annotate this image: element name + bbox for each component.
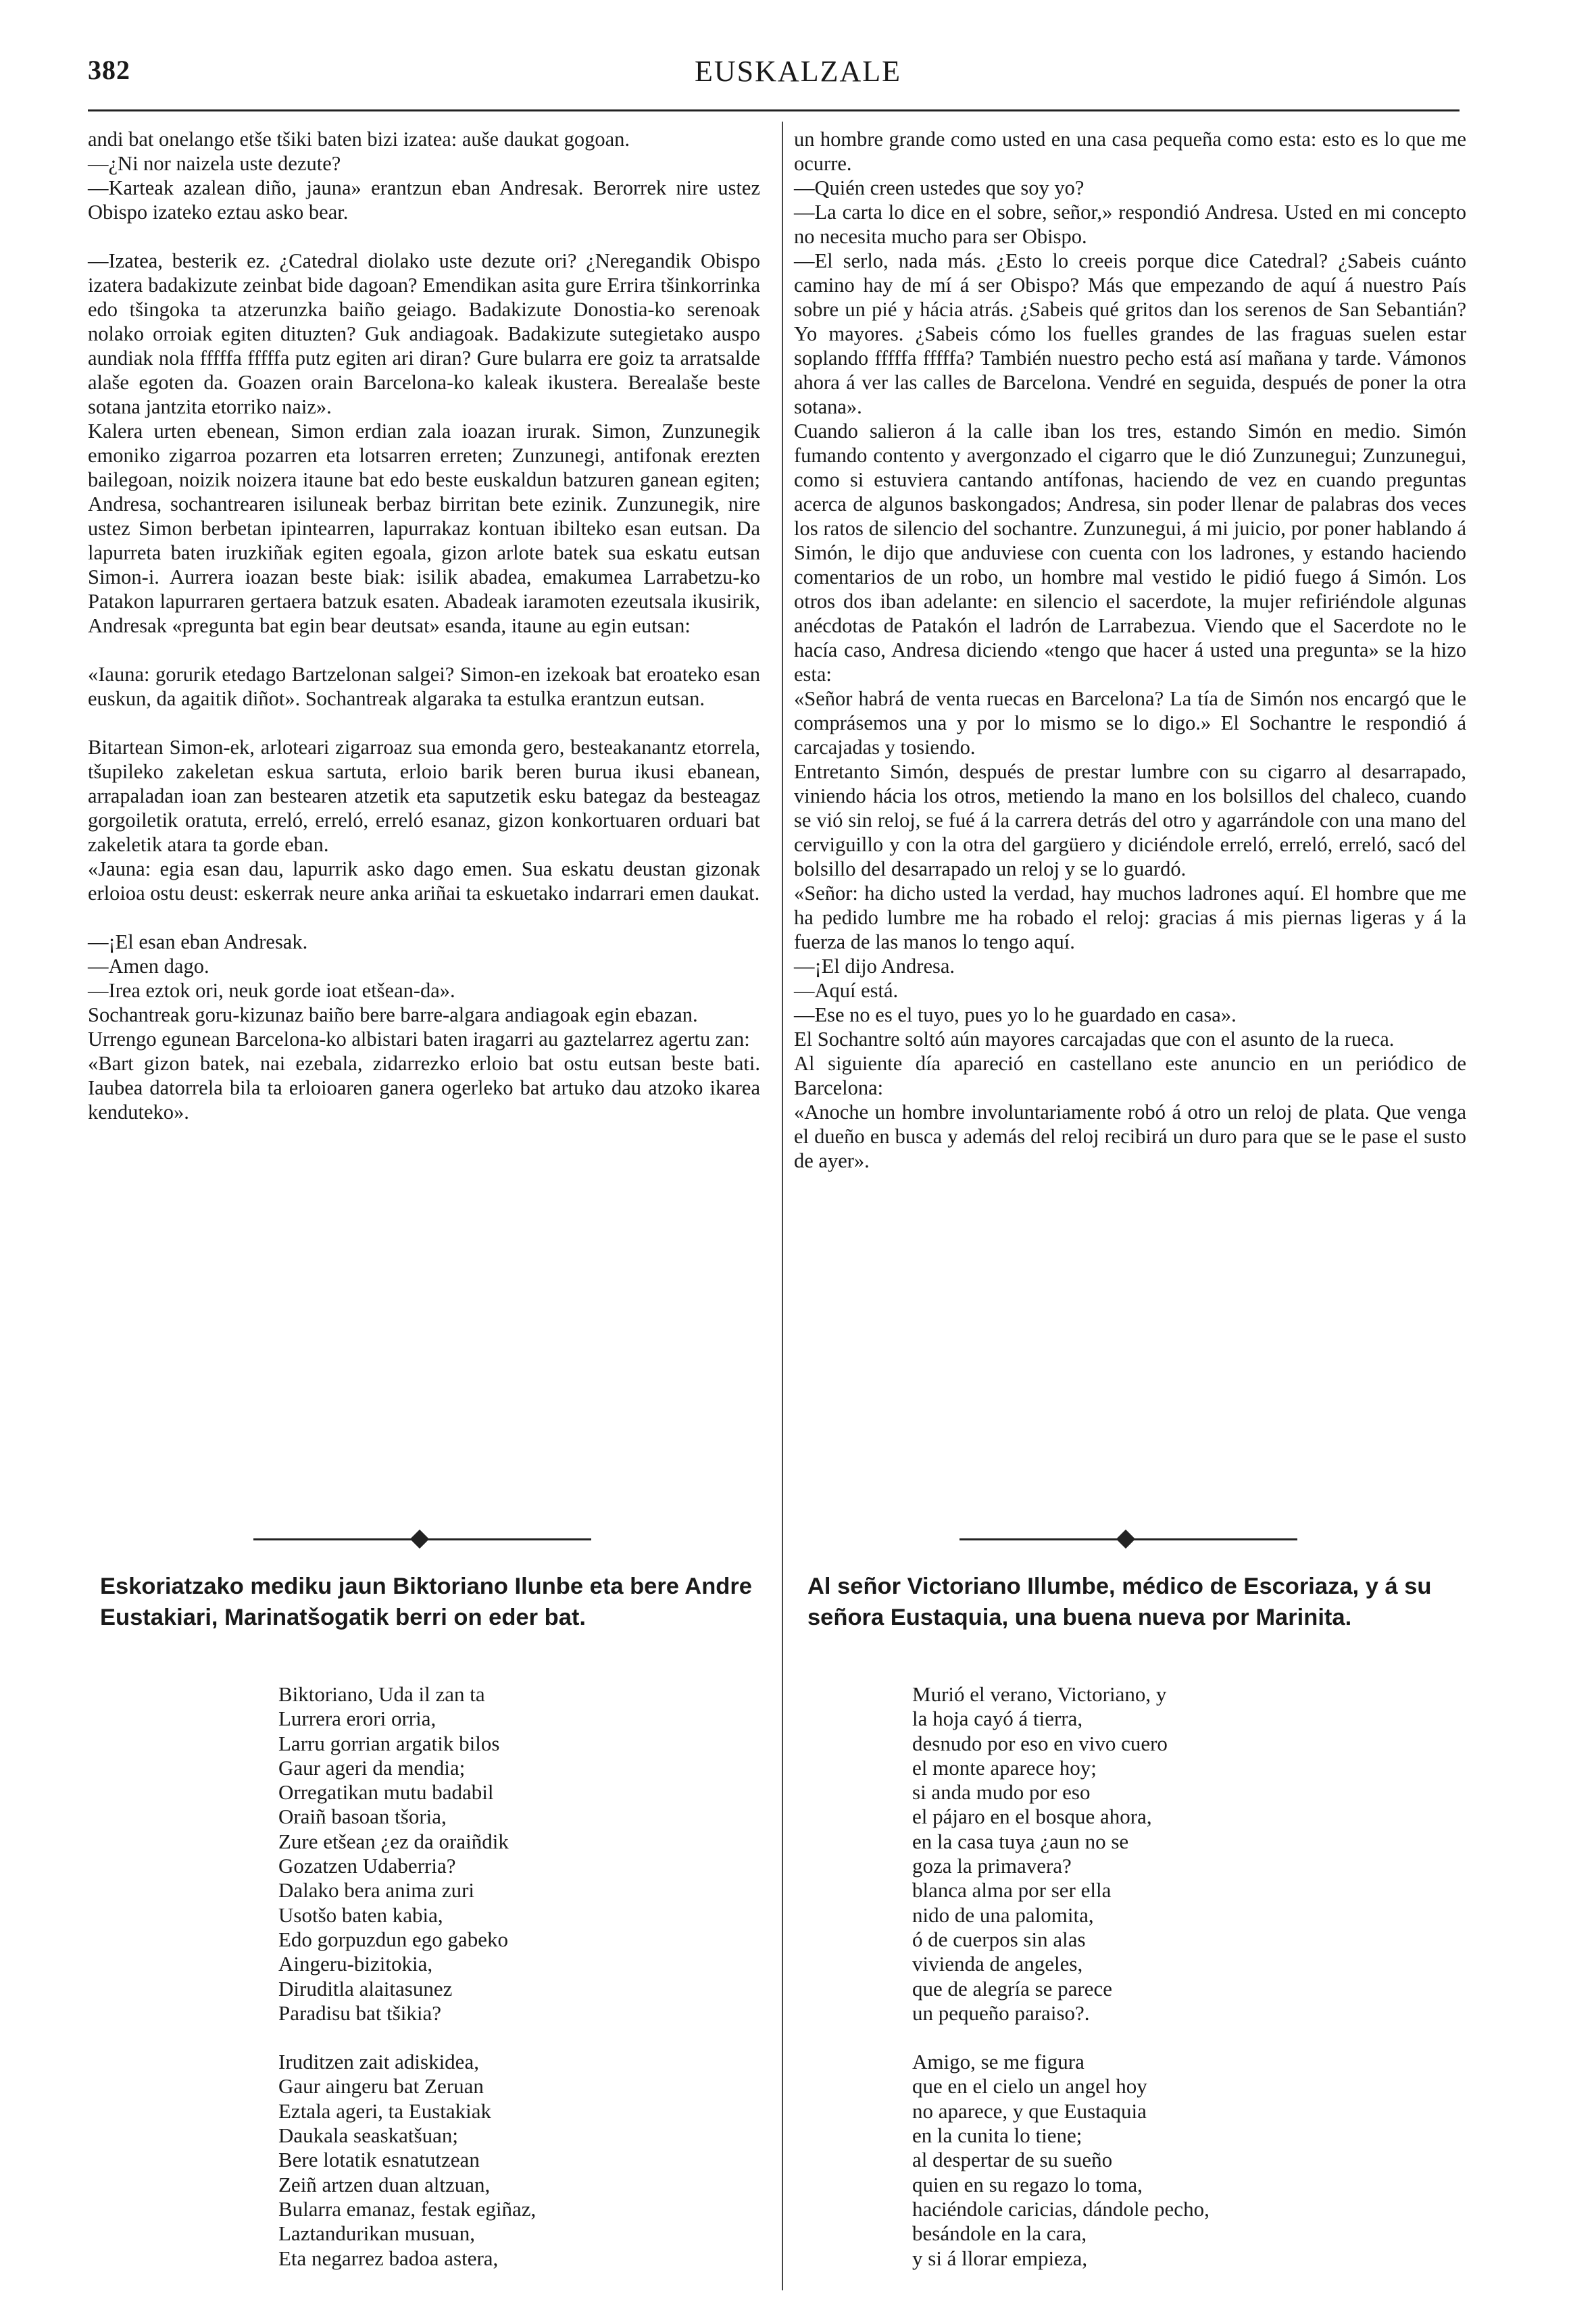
left-column-prose — [88, 127, 760, 1124]
paragraph: —¿Ni nor naizela uste dezute? — [88, 152, 341, 175]
verse: Zure etšean ¿ez da oraiñdik — [278, 1829, 509, 1853]
paragraph: un hombre grande como usted en una casa pequeña como esta: esto es lo que me ocurre. — [794, 128, 1466, 175]
verse: Larru gorrian argatik bilos — [278, 1731, 500, 1755]
verse: Biktoriano, Uda il zan ta — [278, 1682, 485, 1706]
poem-title-spanish: Al señor Victoriano Illumbe, médico de Escoriaza, y á su señora Eustaquia, una buena nueva por Marinita. — [807, 1574, 1432, 1630]
paragraph: —Amen dago. — [88, 955, 209, 978]
verse: el pájaro en el bosque ahora, — [912, 1805, 1152, 1829]
verse: Lurrera erori orria, — [278, 1707, 437, 1731]
verse: Diruditla alaitasunez — [278, 1976, 453, 2001]
verse: Bere lotatik esnatutzean — [278, 2148, 480, 2172]
verse: Bularra emanaz, festak egiñaz, — [278, 2196, 537, 2221]
verse: en la casa tuya ¿aun no se — [912, 1829, 1129, 1853]
paragraph: Kalera urten ebenean, Simon erdian zala ioazan irurak. Simon, Zunzunegik emoniko zigarroa pozarren eta lotsarren erreten; Zunzunegi, antifonak erezten bailegoan, noizik noizera itaune bat edo beste euskaldun batzuren ganean egiten; Andresa, sochantrearen isiluneak berbaz birritan bete ezinik. Zunzunegik, nire ustez Simon berbetan ipintearren, lapurrakaz kontuan ibilteko esan eutsan. Da lapurreta baten iruzkiñak egiten egoala, gizon arlote batek sua eskatu eutsan Simon-i. Aurrera ioazan beste biak: isilik abadea, emakumea Larrabetzu-ko Patakon lapurraren gertaera batzuk esaten. Abadeak iaramoten ezeutsala ikusirik, Andresak «pregunta bat egin bear deutsat» esanda, itaune au egin eutsan: — [88, 420, 760, 637]
stanza — [912, 2050, 1426, 2271]
section-ornament — [253, 1532, 591, 1546]
verse: Usotšo baten kabia, — [278, 1903, 443, 1927]
verse: quien en su regazo lo toma, — [912, 2172, 1143, 2196]
stanza — [278, 2050, 751, 2271]
header-rule — [88, 109, 1460, 111]
verse: nido de una palomita, — [912, 1903, 1094, 1927]
paragraph: Entretanto Simón, después de prestar lumbre con su cigarro al desarrapado, viniendo hácia los otros, metiendo la mano en los bolsillos del chaleco, cuando se vió sin reloj, se fué á la carrera detrás del otro y agarrándole con una mano del cerviguillo y con la otra del gargüero y diciéndole erreló, erreló, erreló, sacó del bolsillo del desarrapado un reloj y se lo guardó. — [794, 760, 1466, 880]
verse: un pequeño paraiso?. — [912, 2001, 1090, 2025]
paragraph: —Izatea, besterik ez. ¿Catedral diolako uste dezute ori? ¿Neregandik Obispo izatera badakizute zeinbat bide dagoan? Emendikan asita gure Errira tšinkorrinka edo tšingoka ta atzerunzka baiño geiago. Badakizute Donostia-ko serenoak nolako orroiak egiten dituzten? Guk andiagoak. Badakizute sutegietako auspo aundiak nola fffffa fffffa putz egiten ari diran? Gure bularra ere goiz ta arratsalde alaše egoten da. Goazen orain Barcelona-ko kaleak ikustera. Berealaše beste sotana jantzita etorriko naiz». — [88, 249, 760, 418]
paragraph: Al siguiente día apareció en castellano este anuncio en un periódico de Barcelona: — [794, 1052, 1466, 1099]
stanza — [278, 1682, 751, 2026]
verse: Amigo, se me figura — [912, 2050, 1084, 2074]
verse: desnudo por eso en vivo cuero — [912, 1731, 1168, 1755]
verse: en la cunita lo tiene; — [912, 2123, 1082, 2148]
paragraph: «Jauna: egia esan dau, lapurrik asko dago emen. Sua eskatu deustan gizonak erloioa ostu deust: eskerrak neure anka ariñai ta eskuetako indarrari emen daukat. — [88, 857, 760, 905]
verse: Murió el verano, Victoriano, y — [912, 1682, 1167, 1706]
verse: Daukala seaskatšuan; — [278, 2123, 458, 2148]
paragraph: —Karteak azalean diño, jauna» erantzun eban Andresak. Berorrek nire ustez Obispo izateko eztau asko bear. — [88, 176, 760, 224]
column-divider — [782, 122, 783, 2290]
verse: Gozatzen Udaberria? — [278, 1854, 456, 1878]
paragraph: —Ese no es el tuyo, pues yo lo he guardado en casa». — [794, 1003, 1237, 1026]
paragraph: —Aquí está. — [794, 979, 899, 1002]
section-ornament — [959, 1532, 1297, 1546]
running-title: EUSKALZALE — [695, 55, 901, 88]
verse: Aingeru-bizitokia, — [278, 1952, 433, 1976]
verse: que en el cielo un angel hoy — [912, 2074, 1147, 2098]
verse: Zeiñ artzen duan altzuan, — [278, 2172, 491, 2196]
verse: Eztala ageri, ta Eustakiak — [278, 2098, 492, 2123]
paragraph: —El serlo, nada más. ¿Esto lo creeis porque dice Catedral? ¿Sabeis cuánto camino hay de mí á ser Obispo? Más que empezando de aquí á nuestro País sobre un pié y hácia atrás. ¿Sabeis qué gritos dan los serenos de San Sebantián? Yo mayores. ¿Sabeis cómo los fuelles grandes de las fraguas suelen estar soplando fffffa fffffa? También nuestro pecho está así mañana y tarde. Vámonos ahora á ver las calles de Barcelona. Vendré en seguida, después de poner la otra sotana». — [794, 249, 1466, 418]
verse: no aparece, y que Eustaquia — [912, 2098, 1147, 2123]
verse: el monte aparece hoy; — [912, 1755, 1097, 1780]
paragraph: Cuando salieron á la calle iban los tres, estando Simón en medio. Simón fumando contento y avergonzado el cigarro que le dió Zunzunegui; Zunzunegui, como si estuviera cantando antífonas, haciendo de vez en cuando preguntas acerca de algunos baskongados; Andresa, sin poder llenar de palabras dos veces los ratos de silencio del sochantre. Zunzunegui, á mi juicio, por poner hablando á Simón, le dijo que anduviese con cuenta con los ladrones, y estando haciendo comentarios de un robo, un hombre mal vestido le pidió fuego á Simón. Los otros dos iban adelante: en silencio el sacerdote, la mujer refiriéndole algunas anécdotas de Patakón el ladrón de Larrabezua. Viendo que el Sacerdote no le hacía caso, Andresa diciendo «tengo que hacer á usted una pregunta» se la hizo esta: — [794, 420, 1466, 686]
verse: Laztandurikan musuan, — [278, 2221, 475, 2246]
verse: y si á llorar empieza, — [912, 2246, 1088, 2270]
paragraph: «Anoche un hombre involuntariamente robó á otro un reloj de plata. Que venga el dueño en busca y además del reloj recibirá un duro para que se le pase el susto de ayer». — [794, 1101, 1466, 1172]
paragraph: «Señor: ha dicho usted la verdad, hay muchos ladrones aquí. El hombre que me ha pedido lumbre me ha robado el reloj: gracias á mis piernas ligeras y á la fuerza de las manos lo tengo aquí. — [794, 882, 1466, 953]
verse: besándole en la cara, — [912, 2221, 1087, 2246]
verse: si anda mudo por eso — [912, 1780, 1091, 1805]
paragraph: «Iauna: gorurik etedago Bartzelonan salgei? Simon-en izekoak bat eroateko esan euskun, da agaitik diñot». Sochantreak algaraka ta estulka erantzun eutsan. — [88, 663, 760, 710]
paragraph: —Irea eztok ori, neuk gorde ioat etšean-da». — [88, 979, 455, 1002]
paragraph: —Quién creen ustedes que soy yo? — [794, 176, 1084, 199]
verse: haciéndole caricias, dándole pecho, — [912, 2196, 1210, 2221]
verse: Iruditzen zait adiskidea, — [278, 2050, 479, 2074]
verse: Gaur aingeru bat Zeruan — [278, 2074, 484, 2098]
poem-spanish — [912, 1682, 1426, 2271]
paragraph: «Señor habrá de venta ruecas en Barcelona? La tía de Simón nos encargó que le comprásemos una y por lo mismo se lo digo.» El Sochantre le respondió á carcajadas y tosiendo. — [794, 687, 1466, 759]
paragraph: andi bat onelango etše tšiki baten bizi izatea: auše daukat gogoan. — [88, 128, 630, 151]
right-column-prose — [794, 127, 1466, 1173]
verse: Edo gorpuzdun ego gabeko — [278, 1927, 509, 1951]
paragraph: —La carta lo dice en el sobre, señor,» respondió Andresa. Usted en mi concepto no necesita mucho para ser Obispo. — [794, 201, 1466, 248]
verse: Paradisu bat tšikia? — [278, 2001, 442, 2025]
verse: Orregatikan mutu badabil — [278, 1780, 494, 1805]
paragraph: Bitartean Simon-ek, arloteari zigarroaz sua emonda gero, besteakanantz etorrela, tšupileko zakeletan eskua sartuta, erloio barik beren burua ikusi ebanean, arrapaladan ioan zan bestearen atzetik eta saputzetik esku bategaz da besteagaz gorgoiletik oratuta, erreló, erreló, erreló esanaz, gizon konkortuaren orduari bat zakeletik atara ta gorde eban. — [88, 736, 760, 856]
paragraph: Urrengo egunean Barcelona-ko albistari baten iragarri au gaztelarrez agertu zan: — [88, 1028, 750, 1051]
verse: Gaur ageri da mendia; — [278, 1755, 466, 1780]
verse: vivienda de angeles, — [912, 1952, 1083, 1976]
verse: Eta negarrez badoa astera, — [278, 2246, 499, 2270]
poem-title-basque: Eskoriatzako mediku jaun Biktoriano Ilunbe eta bere Andre Eustakiari, Marinatšogatik berri on eder bat. — [100, 1574, 752, 1630]
paragraph: Sochantreak goru-kizunaz baiño bere barre-algara andiagoak egin ebazan. — [88, 1003, 698, 1026]
verse: blanca alma por ser ella — [912, 1878, 1112, 1903]
poem-basque — [278, 1682, 751, 2271]
verse: goza la primavera? — [912, 1854, 1072, 1878]
stanza — [912, 1682, 1426, 2026]
paragraph: —¡El dijo Andresa. — [794, 955, 955, 978]
verse: ó de cuerpos sin alas — [912, 1927, 1086, 1951]
page-number: 382 — [88, 55, 130, 85]
paragraph: —¡El esan eban Andresak. — [88, 930, 308, 953]
verse: la hoja cayó á tierra, — [912, 1707, 1083, 1731]
paragraph: El Sochantre soltó aún mayores carcajadas que con el asunto de la rueca. — [794, 1028, 1395, 1051]
verse: Oraiñ basoan tšoria, — [278, 1805, 447, 1829]
verse: al despertar de su sueño — [912, 2148, 1113, 2172]
verse: que de alegría se parece — [912, 1976, 1113, 2001]
paragraph: «Bart gizon batek, nai ezebala, zidarrezko erloio bat ostu eutsan beste bati. Iaubea datorrela bila ta erloioaren ganera ogerleko bat artuko dau atzoko ikarea kenduteko». — [88, 1052, 760, 1124]
verse: Dalako bera anima zuri — [278, 1878, 475, 1903]
